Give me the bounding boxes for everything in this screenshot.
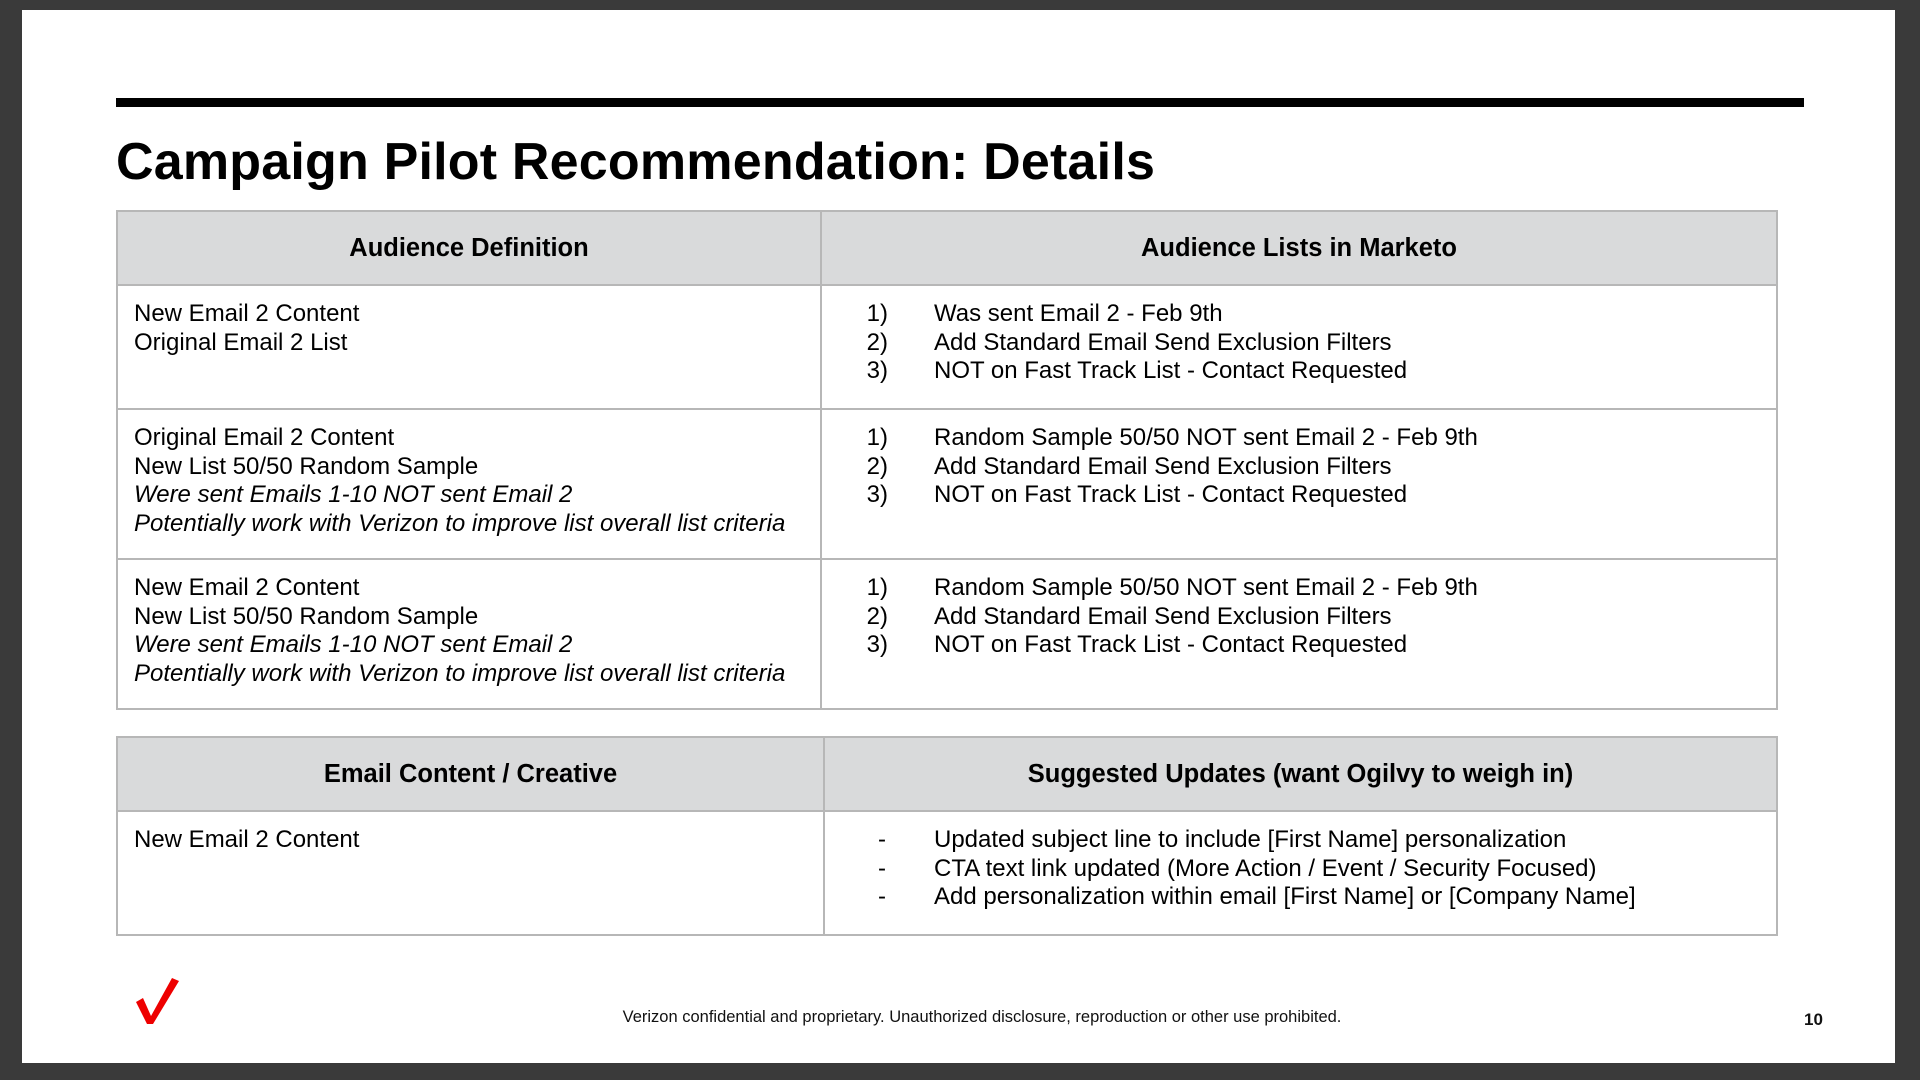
list-item-number: 3): [866, 631, 888, 658]
audience-definition-cell: [117, 559, 821, 709]
header-suggested-updates: Suggested Updates (want Ogilvy to weigh in): [824, 737, 1777, 811]
table-row: [117, 285, 1777, 409]
definition-line: New List 50/50 Random Sample: [134, 452, 479, 480]
list-item-number: 1): [866, 574, 888, 601]
list-item-number: 3): [866, 481, 888, 508]
list-item: [822, 453, 1760, 482]
audience-lists-cell: [821, 559, 1777, 709]
list-item: [825, 826, 1760, 855]
definition-line: New Email 2 Content: [134, 574, 360, 601]
list-item: [825, 883, 1760, 912]
list-item-number: 1): [866, 300, 888, 327]
list-item-text: Add Standard Email Send Exclusion Filters: [934, 452, 1392, 480]
list-item-number: 1): [866, 424, 888, 451]
definition-line: New Email 2 Content: [134, 300, 360, 327]
audience-definition-text: [118, 410, 820, 550]
list-item-text: Add Standard Email Send Exclusion Filters: [934, 328, 1392, 356]
list-item: [822, 300, 1760, 329]
list-item-text: NOT on Fast Track List - Contact Requested: [934, 631, 1408, 658]
list-item-number: 3): [866, 357, 888, 384]
list-item: [822, 481, 1760, 510]
dash-bullet: -: [878, 854, 886, 882]
update-text: Add personalization within email [First Name] or [Company Name]: [934, 883, 1636, 910]
list-item-text: Was sent Email 2 - Feb 9th: [934, 300, 1223, 327]
audience-lists-numbered: [822, 410, 1776, 522]
slide: [22, 10, 1895, 1063]
list-item-number: 2): [866, 452, 888, 480]
email-content-text: New Email 2 Content: [134, 826, 360, 853]
list-item-number: 2): [866, 328, 888, 356]
definition-line: Were sent Emails 1-10 NOT sent Email 2: [134, 481, 573, 508]
list-item: [822, 631, 1760, 660]
list-item: [822, 574, 1760, 603]
definition-line: Original Email 2 List: [134, 328, 348, 356]
table-row: [117, 409, 1777, 559]
list-item: [825, 855, 1760, 884]
audience-definition-text: [118, 560, 820, 700]
dash-bullet: -: [878, 826, 886, 853]
audience-lists-numbered: [822, 560, 1776, 672]
audience-definition-text: [118, 286, 820, 369]
dash-bullet: -: [878, 883, 886, 910]
list-item-text: Random Sample 50/50 NOT sent Email 2 - Feb 9th: [934, 424, 1478, 451]
definition-line: Were sent Emails 1-10 NOT sent Email 2: [134, 631, 573, 658]
list-item: [822, 603, 1760, 632]
list-item: [822, 424, 1760, 453]
definition-line: Potentially work with Verizon to improve list overall list criteria: [134, 659, 786, 687]
update-text: Updated subject line to include [First Name] personalization: [934, 826, 1567, 853]
definition-line: Original Email 2 Content: [134, 424, 395, 451]
header-email-content: Email Content / Creative: [117, 737, 824, 811]
suggested-updates-cell: [824, 811, 1777, 935]
audience-table: [116, 210, 1778, 710]
list-item-number: 2): [866, 602, 888, 630]
list-item: [822, 357, 1760, 386]
list-item-text: Random Sample 50/50 NOT sent Email 2 - Feb 9th: [934, 574, 1478, 601]
content-table-header-row: [117, 737, 1777, 811]
audience-lists-numbered: [822, 286, 1776, 398]
audience-lists-cell: [821, 409, 1777, 559]
audience-table-header-row: [117, 211, 1777, 285]
table-row: [117, 559, 1777, 709]
audience-lists-cell: [821, 285, 1777, 409]
list-item: [822, 329, 1760, 358]
list-item-text: NOT on Fast Track List - Contact Requested: [934, 357, 1408, 384]
suggested-updates-list: [825, 812, 1776, 924]
email-content-cell: [117, 811, 824, 935]
content-table: [116, 736, 1778, 936]
audience-definition-cell: [117, 409, 821, 559]
header-audience-definition: Audience Definition: [117, 211, 821, 285]
definition-line: New List 50/50 Random Sample: [134, 602, 479, 630]
definition-line: Potentially work with Verizon to improve list overall list criteria: [134, 509, 786, 537]
list-item-text: Add Standard Email Send Exclusion Filters: [934, 602, 1392, 630]
title-rule: [116, 98, 1804, 107]
update-text: CTA text link updated (More Action / Event / Security Focused): [934, 854, 1597, 882]
list-item-text: NOT on Fast Track List - Contact Requested: [934, 481, 1408, 508]
page-title: Campaign Pilot Recommendation: Details: [116, 133, 1156, 191]
confidential-notice: Verizon confidential and proprietary. Unauthorized disclosure, reproduction or other use prohibited.: [622, 1008, 1342, 1026]
audience-definition-cell: [117, 285, 821, 409]
header-audience-lists: Audience Lists in Marketo: [821, 211, 1777, 285]
page-number: 10: [1804, 1010, 1823, 1029]
content-table-row: [117, 811, 1777, 935]
